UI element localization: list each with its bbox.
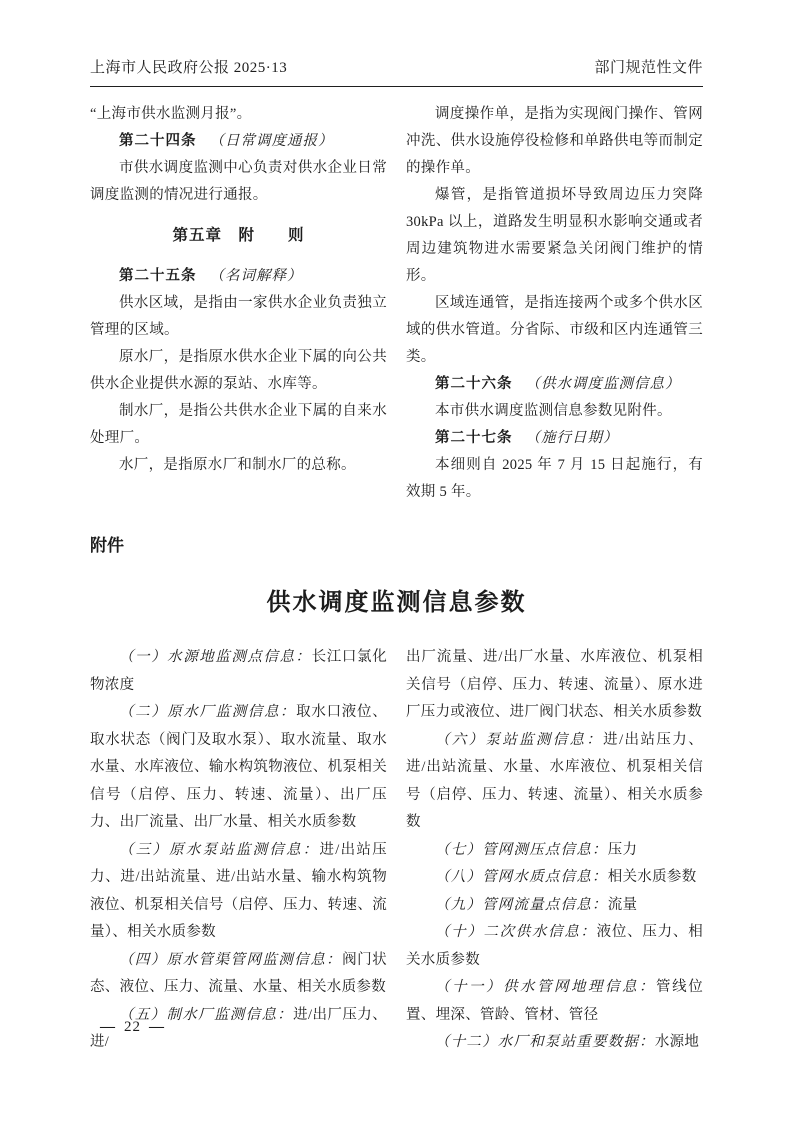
list-item [90,837,387,947]
list-item-label: （五）制水厂监测信息： [119,1006,294,1023]
list-item-text: 液位、压力、相关水质参数 [406,924,703,968]
list-item-text: 出厂流量、进/出厂水量、水库液位、机泵相关信号（启停、压力、转速、流量）、原水进厂压力或液位、进厂阀门状态、相关水质参数 [406,649,703,720]
chapter-heading: 第五章 附 则 [172,227,305,244]
list-item [406,837,703,865]
list-item-text: 压力 [607,841,638,858]
attachment-label: 附件 [90,536,124,555]
article-title: （供水调度监测信息） [525,376,681,392]
attachment-section [90,644,703,1057]
paragraph: 制水厂，是指公共供水企业下属的自来水处理厂。 [90,403,387,446]
paragraph: “上海市供水监测月报”。 [90,106,252,122]
article-heading [406,371,703,398]
article-number: 第二十七条 [435,430,513,446]
upper-left-column [90,101,387,506]
list-item-text: 管线位置、埋深、管龄、管材、管径 [406,979,703,1023]
list-item-label: （九）管网流量点信息： [435,896,608,913]
list-item-text: 进/出厂压力、进/ [90,1006,387,1050]
paragraph: 水厂，是指原水厂和制水厂的总称。 [119,457,356,473]
list-item [406,919,703,974]
paragraph: 供水区域，是指由一家供水企业负责独立管理的区域。 [90,295,387,338]
article-title: （施行日期） [525,430,619,446]
attachment-left-column [90,644,387,1057]
paragraph: 爆管，是指管道损坏导致周边压力突降 30kPa 以上，道路发生明显积水影响交通或者周边建筑物进水需要紧急关闭阀门维护的情形。 [406,187,703,284]
article-heading [406,425,703,452]
article-number: 第二十六条 [435,376,513,392]
list-item [90,644,387,699]
section-label: 部门规范性文件 [594,60,703,76]
page-number-dash-left: — [100,1019,116,1035]
article-title: （日常调度通报） [209,133,334,149]
list-item-label: （三）原水泵站监测信息： [119,841,320,858]
list-item-label: （十一）供水管网地理信息： [435,979,656,995]
list-item-label: （六）泵站监测信息： [435,731,604,748]
list-item-text: 长江口氯化物浓度 [90,649,388,693]
list-item-text: 进/出站压力、进/出站流量、进/出站水量、输水构筑物液位、机泵相关信号（启停、压力、转速、流量）、相关水质参数 [90,841,387,940]
page-number-dash-right: — [149,1019,165,1035]
list-item-text: 相关水质参数 [607,869,697,885]
list-item-label: （八）管网水质点信息： [435,869,608,885]
list-item-label: （十）二次供水信息： [435,924,597,940]
attachment-title: 供水调度监测信息参数 [266,589,527,616]
upper-right-column [406,101,703,506]
list-item-label: （一）水源地监测点信息： [119,649,312,665]
list-item-text: 进/出站压力、进/出站流量、水量、水库液位、机泵相关信号（启停、压力、转速、流量）、相关水质参数 [406,731,703,830]
list-item [406,974,703,1029]
page-header [90,56,703,87]
list-item [406,644,703,727]
list-item-text: 水源地 [654,1034,700,1050]
list-item [90,699,387,837]
list-item-label: （四）原水管渠管网监测信息： [119,951,343,968]
page-number-value: 22 [124,1019,141,1035]
paragraph: 本市供水调度监测信息参数见附件。 [435,403,672,419]
article-heading [90,128,387,155]
list-item [90,947,387,1002]
list-item-text: 取水口液位、取水状态（阀门及取水泵）、取水流量、取水水量、水库液位、输水构筑物液位、机泵相关信号（启停、压力、转速、流量）、出厂压力、出厂流量、出厂水量、相关水质参数 [90,704,387,830]
upper-section [90,101,703,506]
attachment-right-column [406,644,703,1057]
list-item [406,864,703,892]
list-item [406,727,703,837]
gazette-title: 上海市人民政府公报 2025·13 [90,60,288,76]
article-heading [90,263,387,290]
paragraph: 区域连通管，是指连接两个或多个供水区域的供水管道。分省际、市级和区内连通管三类。 [406,295,703,365]
list-item [406,892,703,920]
list-item-label: （七）管网测压点信息： [435,841,608,858]
list-item-label: （二）原水厂监测信息： [119,704,297,720]
paragraph: 本细则自 2025 年 7 月 15 日起施行，有效期 5 年。 [406,457,703,500]
article-number: 第二十四条 [119,133,197,149]
article-title: （名词解释） [209,268,303,284]
article-number: 第二十五条 [119,268,197,284]
paragraph: 调度操作单，是指为实现阀门操作、管网冲洗、供水设施停役检修和单路供电等而制定的操作单。 [406,106,703,176]
list-item-text: 流量 [607,896,638,913]
paragraph: 市供水调度监测中心负责对供水企业日常调度监测的情况进行通报。 [90,160,387,203]
list-item-text: 阀门状态、液位、压力、流量、水量、相关水质参数 [90,951,387,995]
list-item-label: （十二）水厂和泵站重要数据： [435,1034,655,1050]
list-item [406,1029,703,1057]
page-number [92,1019,173,1036]
paragraph: 原水厂，是指原水供水企业下属的向公共供水企业提供水源的泵站、水库等。 [90,349,387,392]
